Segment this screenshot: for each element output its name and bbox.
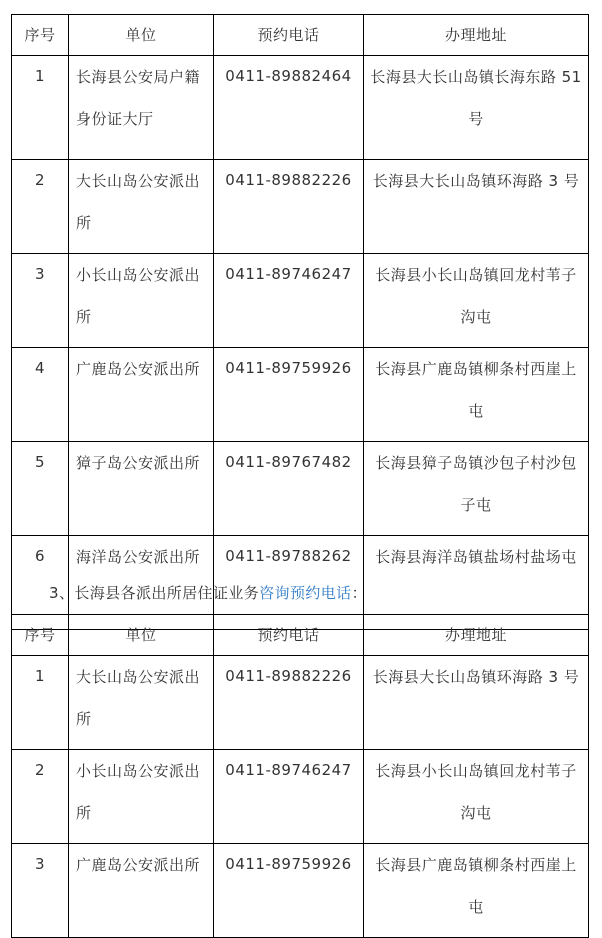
caption-colon: ： — [351, 584, 367, 602]
cell-unit: 小长山岛公安派出所 — [69, 750, 214, 844]
hukou-appointment-table — [11, 14, 589, 630]
cell-phone: 0411-89746247 — [214, 750, 364, 844]
cell-phone: 0411-89767482 — [214, 442, 364, 536]
table-row — [12, 160, 589, 254]
table-row — [12, 656, 589, 750]
cell-seq: 3 — [12, 844, 69, 938]
table-row — [12, 844, 589, 938]
cell-unit: 海洋岛公安派出所 — [69, 536, 214, 630]
cell-address: 长海县小长山岛镇回龙村苇子沟屯 — [364, 254, 589, 348]
table-row — [12, 442, 589, 536]
cell-phone: 0411-89882226 — [214, 656, 364, 750]
cell-seq: 1 — [12, 56, 69, 160]
header-seq: 序号 — [12, 15, 69, 56]
cell-seq: 3 — [12, 254, 69, 348]
cell-unit: 獐子岛公安派出所 — [69, 442, 214, 536]
table-row — [12, 56, 589, 160]
cell-seq: 6 — [12, 536, 69, 630]
cell-seq: 5 — [12, 442, 69, 536]
header-address: 办理地址 — [364, 615, 589, 656]
cell-phone: 0411-89746247 — [214, 254, 364, 348]
cell-unit: 广鹿岛公安派出所 — [69, 844, 214, 938]
cell-address: 长海县广鹿岛镇柳条村西崖上屯 — [364, 348, 589, 442]
cell-address: 长海县大长山岛镇环海路 3 号 — [364, 160, 589, 254]
caption-text: 3、长海县各派出所居住证业务 — [49, 584, 260, 602]
header-phone: 预约电话 — [214, 15, 364, 56]
cell-seq: 2 — [12, 750, 69, 844]
cell-phone: 0411-89759926 — [214, 348, 364, 442]
cell-unit: 大长山岛公安派出所 — [69, 160, 214, 254]
cell-phone: 0411-89882226 — [214, 160, 364, 254]
appointment-phone-link[interactable]: 咨询预约电话 — [259, 584, 352, 602]
cell-address: 长海县广鹿岛镇柳条村西崖上屯 — [364, 844, 589, 938]
cell-address: 长海县大长山岛镇长海东路 51 号 — [364, 56, 589, 160]
cell-unit: 长海县公安局户籍身份证大厅 — [69, 56, 214, 160]
header-address: 办理地址 — [364, 15, 589, 56]
table-header-row — [12, 615, 589, 656]
cell-unit: 广鹿岛公安派出所 — [69, 348, 214, 442]
header-seq: 序号 — [12, 615, 69, 656]
table-row — [12, 254, 589, 348]
cell-phone: 0411-89759926 — [214, 844, 364, 938]
cell-unit: 大长山岛公安派出所 — [69, 656, 214, 750]
header-unit: 单位 — [69, 15, 214, 56]
table-row — [12, 750, 589, 844]
table-row — [12, 348, 589, 442]
cell-phone: 0411-89882464 — [214, 56, 364, 160]
header-phone: 预约电话 — [214, 615, 364, 656]
cell-address: 长海县獐子岛镇沙包子村沙包子屯 — [364, 442, 589, 536]
section-caption — [49, 581, 367, 605]
cell-seq: 4 — [12, 348, 69, 442]
cell-seq: 1 — [12, 656, 69, 750]
cell-unit: 小长山岛公安派出所 — [69, 254, 214, 348]
cell-phone: 0411-89788262 — [214, 536, 364, 630]
table-header-row — [12, 15, 589, 56]
cell-address: 长海县小长山岛镇回龙村苇子沟屯 — [364, 750, 589, 844]
cell-address: 长海县海洋岛镇盐场村盐场屯 — [364, 536, 589, 630]
cell-seq: 2 — [12, 160, 69, 254]
header-unit: 单位 — [69, 615, 214, 656]
residence-permit-appointment-table — [11, 614, 589, 938]
cell-address: 长海县大长山岛镇环海路 3 号 — [364, 656, 589, 750]
